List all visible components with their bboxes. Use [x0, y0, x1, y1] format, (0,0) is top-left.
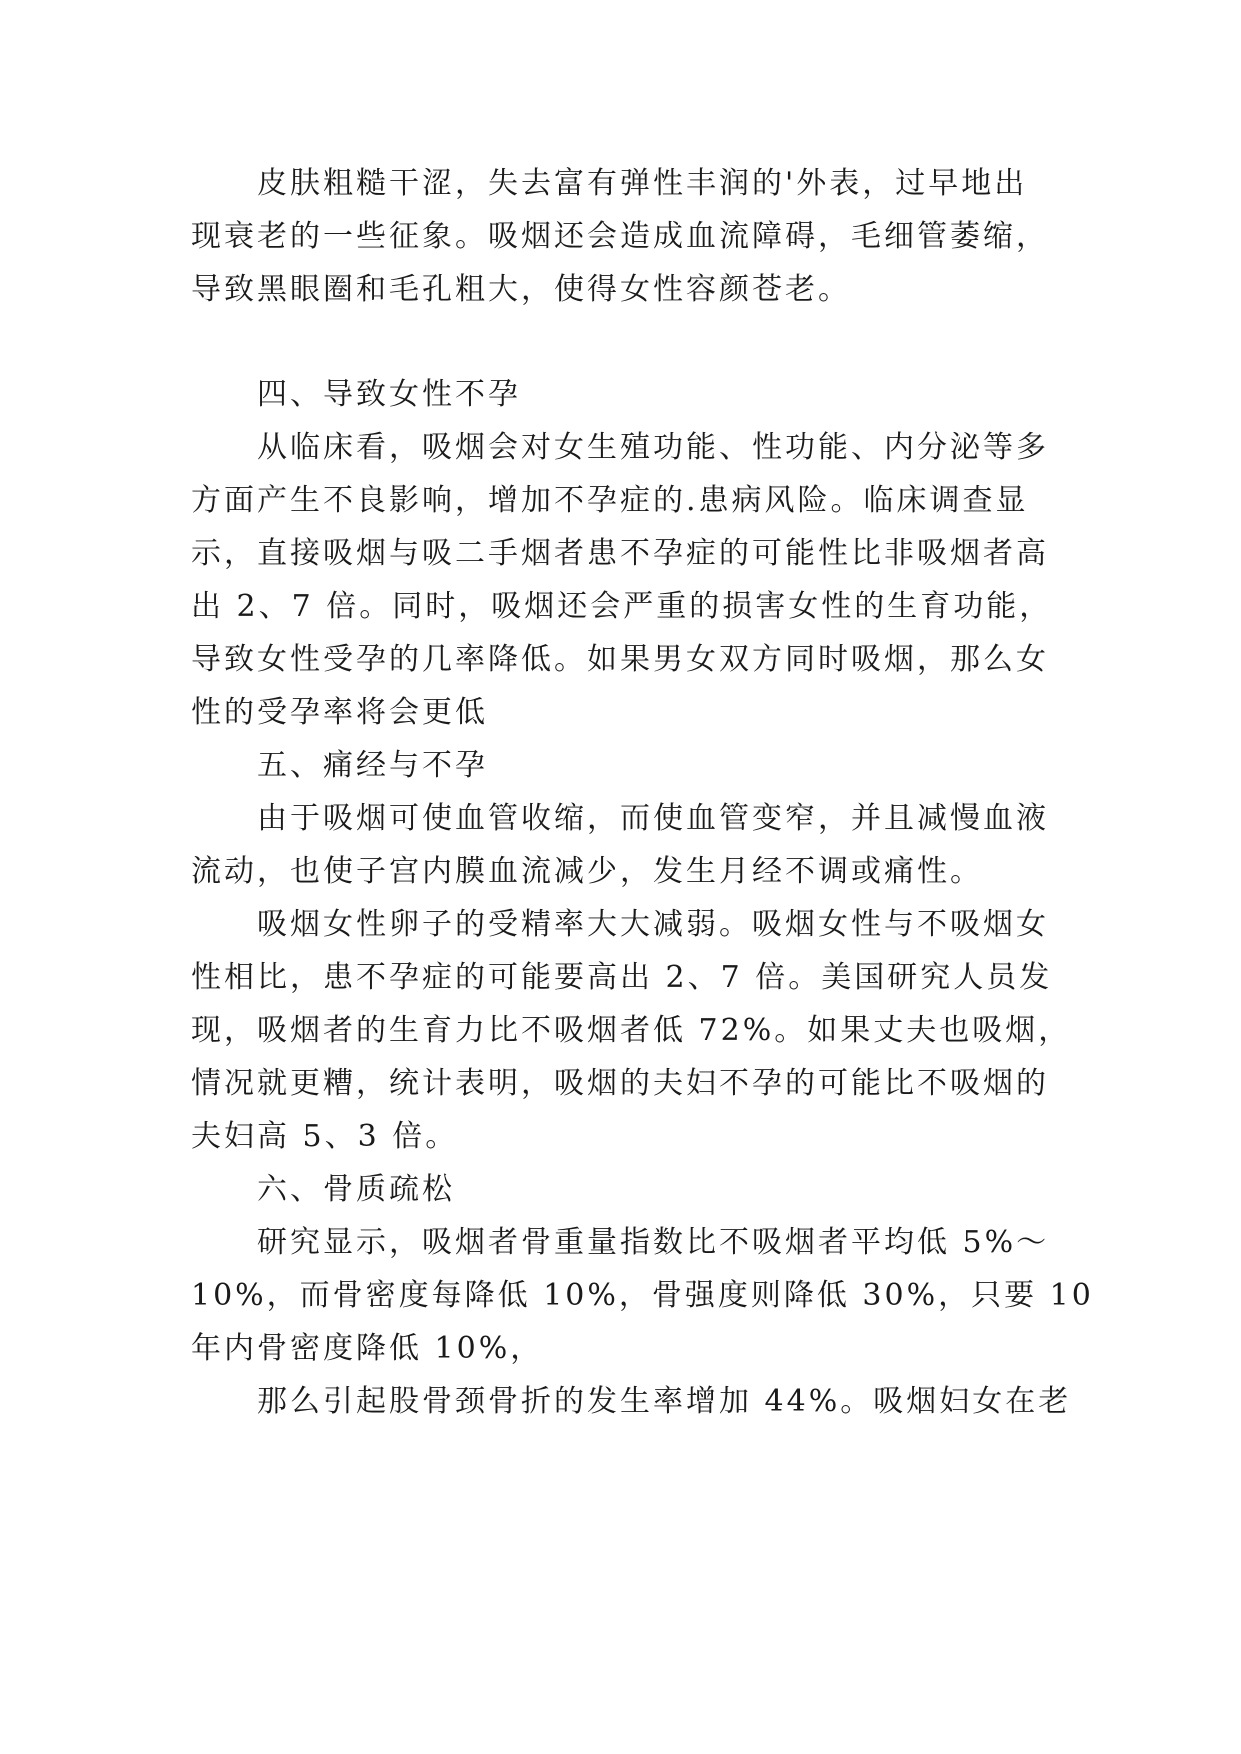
- paragraph-line: 从临床看，吸烟会对女生殖功能、性功能、内分泌等多: [257, 430, 1049, 465]
- paragraph-line: 吸烟女性卵子的受精率大大减弱。吸烟女性与不吸烟女: [257, 907, 1049, 942]
- paragraph-line: 10%，而骨密度每降低 10%，骨强度则降低 30%，只要 10: [191, 1278, 1094, 1313]
- paragraph-line: 流动，也使子宫内膜血流减少，发生月经不调或痛性。: [191, 854, 983, 889]
- paragraph-line: 性相比，患不孕症的可能要高出 2、7 倍。美国研究人员发: [191, 960, 1053, 995]
- paragraph-line: 由于吸烟可使血管收缩，而使血管变窄，并且减慢血液: [257, 801, 1049, 836]
- paragraph-line: 夫妇高 5、3 倍。: [191, 1119, 459, 1154]
- paragraph-line: 方面产生不良影响，增加不孕症的.患病风险。临床调查显: [191, 483, 1029, 518]
- paragraph-line: 性的受孕率将会更低: [191, 695, 488, 730]
- paragraph-line: 情况就更糟，统计表明，吸烟的夫妇不孕的可能比不吸烟的: [191, 1066, 1049, 1101]
- paragraph-line: 示，直接吸烟与吸二手烟者患不孕症的可能性比非吸烟者高: [191, 536, 1049, 571]
- paragraph-line: 那么引起股骨颈骨折的发生率增加 44%。吸烟妇女在老: [257, 1384, 1072, 1419]
- paragraph-line: 现，吸烟者的生育力比不吸烟者低 72%。如果丈夫也吸烟，: [191, 1013, 1072, 1048]
- paragraph-line: 出 2、7 倍。同时，吸烟还会严重的损害女性的生育功能，: [191, 589, 1053, 624]
- paragraph-line: 年内骨密度降低 10%，: [191, 1331, 544, 1366]
- paragraph-line: 研究显示，吸烟者骨重量指数比不吸烟者平均低 5%～: [257, 1225, 1050, 1260]
- section-heading: 五、痛经与不孕: [257, 748, 488, 783]
- paragraph-line: 导致女性受孕的几率降低。如果男女双方同时吸烟，那么女: [191, 642, 1049, 677]
- paragraph-line: 现衰老的一些征象。吸烟还会造成血流障碍，毛细管萎缩，: [191, 219, 1049, 254]
- section-heading: 四、导致女性不孕: [257, 377, 521, 412]
- paragraph-line: 导致黑眼圈和毛孔粗大，使得女性容颜苍老。: [191, 272, 851, 307]
- section-heading: 六、骨质疏松: [257, 1172, 455, 1207]
- paragraph-line: 皮肤粗糙干涩，失去富有弹性丰润的'外表，过早地出: [257, 166, 1028, 201]
